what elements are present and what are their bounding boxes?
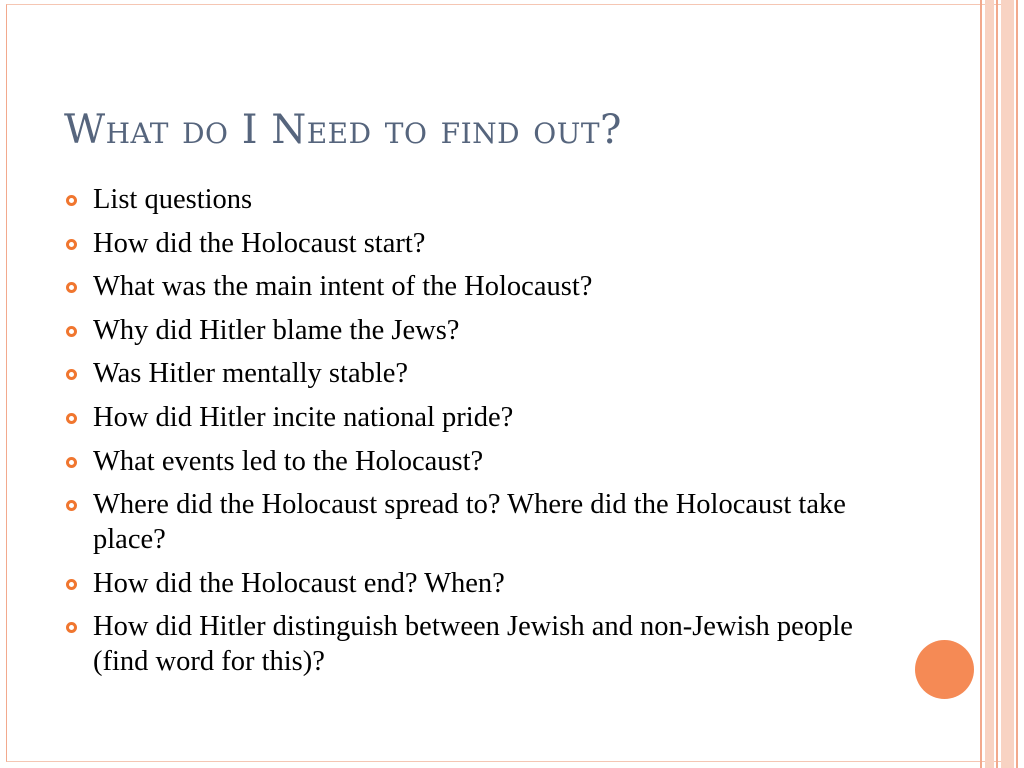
bullet-item xyxy=(64,226,864,261)
bullet-ring-icon xyxy=(66,239,77,250)
bullet-item xyxy=(64,182,864,217)
decorative-stripe xyxy=(1001,0,1014,768)
bullet-ring-icon xyxy=(66,457,77,468)
bullet-text: Where did the Holocaust spread to? Where did the Holocaust take place? xyxy=(93,489,846,556)
bullet-item xyxy=(64,400,864,435)
bullet-ring-icon xyxy=(66,282,77,293)
bullet-ring-icon xyxy=(66,500,77,511)
bullet-text: List questions xyxy=(93,184,253,215)
bullet-text: How did Hitler distinguish between Jewish and non-Jewish people (find word for this)? xyxy=(93,611,853,678)
bullet-ring-icon xyxy=(66,195,77,206)
decorative-stripe xyxy=(1016,0,1018,768)
bullet-text: How did the Holocaust end? When? xyxy=(93,567,505,599)
bullet-text: What was the main intent of the Holocaust? xyxy=(93,271,593,303)
bullet-text: How did the Holocaust start? xyxy=(93,227,426,259)
slide-title: What do I Need to find out? xyxy=(64,107,622,153)
bullet-text: How did Hitler incite national pride? xyxy=(93,401,514,433)
bullet-item xyxy=(64,566,864,601)
bullet-item xyxy=(64,487,864,557)
bullet-item xyxy=(64,444,864,479)
bullet-item xyxy=(64,313,864,348)
bullet-list xyxy=(64,182,864,688)
accent-circle-icon xyxy=(915,640,974,699)
bullet-text: Why did Hitler blame the Jews? xyxy=(93,314,460,346)
bullet-item xyxy=(64,609,864,679)
decorative-stripe xyxy=(980,0,982,768)
decorative-stripe xyxy=(996,0,998,768)
bullet-text: What events led to the Holocaust? xyxy=(93,445,484,477)
bullet-ring-icon xyxy=(66,369,77,380)
bullet-ring-icon xyxy=(66,579,77,590)
decorative-stripe xyxy=(985,0,994,768)
bullet-text: Was Hitler mentally stable? xyxy=(93,358,409,390)
bullet-item xyxy=(64,269,864,304)
bullet-ring-icon xyxy=(66,622,77,633)
bullet-item xyxy=(64,356,864,391)
bullet-ring-icon xyxy=(66,413,77,424)
bullet-ring-icon xyxy=(66,326,77,337)
